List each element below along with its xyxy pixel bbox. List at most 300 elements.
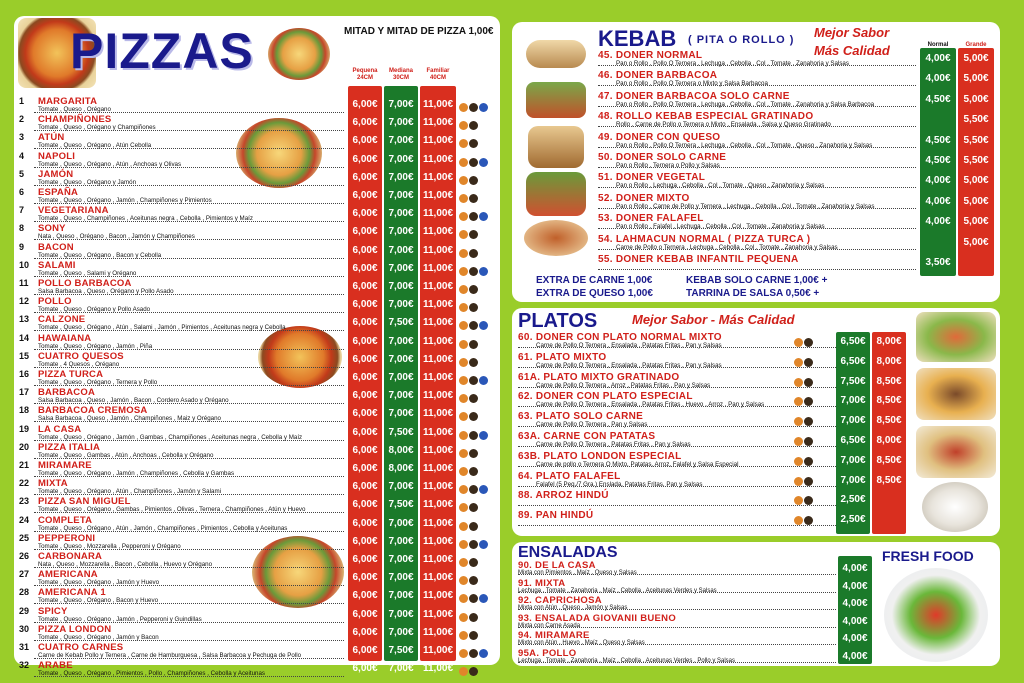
pizza-price: 6,00€ — [352, 554, 378, 565]
pizza-price: 7,00€ — [388, 390, 414, 402]
pizza-number: 9 — [19, 241, 25, 252]
meat-icon — [459, 576, 468, 585]
pizza-row — [14, 223, 344, 241]
food-icon — [469, 358, 478, 367]
plato-description: Carne de Pollo O Ternera , Arroz , Patatas Fritas , Pan y Salsas — [536, 381, 711, 389]
pizza-price: 7,00€ — [388, 535, 414, 547]
food-icon — [804, 516, 813, 525]
plato-price: 2,50€ — [840, 514, 866, 526]
medium-header: Mediana 30CM — [388, 68, 413, 81]
pizza-price: 6,00€ — [352, 590, 378, 602]
dotted-leader — [598, 228, 916, 229]
food-icon — [469, 212, 478, 221]
pizza-icons — [459, 135, 479, 153]
pizza-description: Tomate , Queso , Orégano y Champiñones — [38, 124, 156, 132]
pizza-price: 6,00€ — [352, 190, 378, 201]
meat-icon — [459, 376, 468, 385]
pizza-description: Tomate , Queso , Orégano , Ternera y Pollo — [38, 379, 158, 386]
pizza-icons — [459, 208, 489, 226]
pizza-price: 6,00€ — [352, 226, 378, 238]
meat-icon — [459, 121, 468, 130]
pizza-price: 7,00€ — [388, 226, 414, 238]
fish-icon — [479, 103, 488, 112]
dotted-leader — [598, 208, 916, 209]
extra-meat: EXTRA DE CARNE 1,00€ — [536, 275, 653, 286]
pizza-price: 6,00€ — [352, 408, 378, 420]
pizza-price: 7,00€ — [388, 153, 414, 165]
pizza-row — [14, 424, 344, 442]
food-icon — [804, 437, 813, 446]
pizza-price: 11,00€ — [422, 663, 454, 675]
pizza-name: SALAMI — [38, 259, 76, 271]
family-header: Familiar 40CM — [426, 68, 450, 81]
ensalada-row — [518, 560, 838, 577]
pizza-name: MIRAMARE — [38, 460, 92, 471]
kebab-description: Pan o Rollo , Falafel , Lechuga , Cebolla , Col , Tomate , Zanahoria y Salsas — [616, 223, 825, 231]
pizza-icons — [459, 499, 479, 517]
pizza-price: 7,00€ — [388, 608, 414, 620]
kebab-normal-price: 4,50€ — [925, 134, 951, 146]
pizza-price: 11,00€ — [422, 554, 454, 565]
dotted-leader — [518, 592, 836, 593]
kebab-normal-price: 4,00€ — [925, 175, 951, 187]
kebab-description: Pan o Rollo , Carne de Pollo y Ternera , Lechuga , Cebolla , Col , Tomate , Zanahoria y Salsas — [616, 202, 875, 210]
plato-price: 6,50€ — [840, 435, 866, 446]
pizza-price: 7,50€ — [388, 426, 414, 438]
ensalada-row — [518, 648, 838, 665]
meat-icon — [459, 267, 468, 276]
plato-price: 8,50€ — [876, 395, 902, 407]
pizza-price: 6,00€ — [352, 281, 378, 292]
kebab-row — [598, 234, 998, 254]
plato-price: 8,50€ — [876, 415, 902, 427]
pizza-row — [14, 132, 344, 150]
platos-title: PLATOS — [518, 310, 598, 332]
tarrina-salsa: TARRINA DE SALSA 0,50€ + — [686, 288, 820, 299]
plato-name: 62. DONER CON PLATO ESPECIAL — [518, 391, 693, 403]
ensalada-row — [518, 630, 838, 647]
pizza-number: 12 — [19, 296, 30, 307]
dotted-leader — [34, 603, 344, 604]
pizza-number: 25 — [19, 532, 30, 543]
pizza-number: 20 — [19, 441, 30, 452]
pizza-name: HAWAIANA — [38, 332, 92, 344]
pizza-icons — [459, 281, 479, 299]
food-icon — [469, 103, 478, 112]
pizza-name: LA CASA — [38, 423, 82, 435]
dotted-leader — [518, 662, 836, 663]
pizza-icons — [459, 263, 489, 281]
pizza-price: 6,00€ — [352, 153, 378, 165]
kebab-name: 45. DONER NORMAL — [598, 50, 703, 61]
pizza-price: 6,00€ — [352, 335, 378, 347]
plato-photo — [916, 368, 996, 420]
food-icon — [469, 376, 478, 385]
pizza-price: 11,00€ — [422, 262, 454, 274]
pizza-price: 11,00€ — [422, 481, 454, 493]
pizza-description: Carne de Kebab Pollo y Ternera , Carne de Hamburguesa , Salsa Barbacoa y Pechuga de Pollo — [38, 652, 302, 659]
pizza-price: 6,00€ — [352, 117, 378, 129]
pizza-name: PIZZA LONDON — [38, 623, 112, 635]
plato-price: 6,50€ — [840, 355, 866, 367]
pizza-price: 6,00€ — [352, 317, 378, 329]
pizza-price: 6,00€ — [352, 353, 378, 365]
food-icon — [469, 449, 478, 458]
meat-icon — [459, 230, 468, 239]
kebab-grande-price: 5,50€ — [963, 155, 989, 166]
pizza-number: 18 — [19, 405, 30, 416]
food-icon — [469, 576, 478, 585]
kebab-name: 48. ROLLO KEBAB ESPECIAL GRATINADO — [598, 111, 814, 123]
pizza-name: VEGETARIANA — [38, 205, 109, 217]
meat-icon — [794, 437, 803, 446]
dotted-leader — [518, 406, 836, 407]
pizza-description: Tomate , Queso , Orégano y Pollo Asado — [38, 306, 151, 314]
meat-icon — [459, 212, 468, 221]
meat-icon — [459, 340, 468, 349]
pizza-number: 22 — [19, 478, 30, 489]
dotted-leader — [34, 403, 344, 404]
pizza-number: 5 — [19, 168, 25, 179]
ensalada-price: 4,00€ — [842, 580, 868, 592]
kebab-name: 51. DONER VEGETAL — [598, 172, 706, 184]
pizza-name: CARBONARA — [38, 551, 103, 562]
pizza-name: PIZZA ITALIA — [38, 441, 101, 453]
pizza-row — [14, 296, 344, 314]
pizza-row — [14, 405, 344, 423]
ensalada-price: 4,00€ — [842, 615, 868, 627]
plato-name: 63B. PLATO LONDON ESPECIAL — [518, 450, 682, 462]
pizza-price: 7,00€ — [388, 372, 414, 383]
dotted-leader — [518, 644, 836, 645]
pizza-description: Tomate , Queso , Orégano , Atún , Jamón , Champiñones , Pimientos , Cebolla y Aceitunas — [38, 524, 288, 532]
pizza-row — [14, 151, 344, 169]
food-icon — [469, 412, 478, 421]
dotted-leader — [34, 258, 344, 259]
dotted-leader — [598, 85, 916, 86]
plato-icons — [794, 393, 814, 411]
pizza-price: 7,00€ — [388, 626, 414, 638]
plato-icons — [794, 473, 814, 491]
plato-price: 8,50€ — [876, 454, 902, 466]
pizza-row — [14, 624, 344, 642]
dotted-leader — [518, 347, 836, 348]
ensaladas-title: ENSALADAS — [518, 544, 618, 561]
plato-icons — [794, 512, 814, 530]
pizza-icons — [459, 172, 479, 190]
half-pizza-note: MITAD Y MITAD DE PIZZA 1,00€ — [344, 26, 494, 37]
pizza-price: 11,00€ — [422, 208, 454, 220]
pizza-name: CUATRO CARNES — [38, 642, 124, 653]
pizza-price: 6,00€ — [352, 299, 378, 311]
meat-icon — [794, 477, 803, 486]
food-icon — [804, 417, 813, 426]
kebab-description: Carne de Pollo o Ternera , Lechuga , Cebolla , Col , Tomate , Zanahoria y Salsas — [616, 243, 838, 251]
meat-icon — [459, 631, 468, 640]
meat-icon — [459, 321, 468, 330]
kebab-name: 50. DONER SOLO CARNE — [598, 152, 727, 163]
pizzas-panel — [14, 16, 500, 678]
pizza-description: Tomate , Queso , Orégano , Jamón , Gambas , Champiñones , Aceitunas negra , Cebolla y Maíz — [38, 433, 303, 441]
pizza-price: 11,00€ — [422, 499, 454, 511]
pizza-name: ESPAÑA — [38, 187, 79, 198]
dotted-leader — [34, 421, 344, 422]
dotted-leader — [34, 203, 344, 204]
dotted-leader — [518, 367, 836, 368]
pizza-price: 11,00€ — [422, 517, 454, 529]
pizza-name: CHAMPIÑONES — [38, 114, 112, 126]
dotted-leader — [34, 349, 344, 350]
plato-photo — [916, 312, 996, 362]
dotted-leader — [34, 239, 344, 240]
dotted-leader — [34, 440, 344, 441]
pizza-icons — [459, 445, 479, 463]
fish-icon — [479, 485, 488, 494]
food-icon — [469, 558, 478, 567]
food-icon — [469, 467, 478, 476]
food-icon — [469, 321, 478, 330]
ensalada-price: 4,00€ — [842, 650, 868, 662]
pizza-name: CUATRO QUESOS — [38, 350, 124, 362]
pizza-price: 11,00€ — [422, 281, 454, 292]
plato-photo — [916, 426, 996, 478]
dotted-leader — [34, 385, 344, 386]
pizza-price: 7,00€ — [388, 171, 414, 183]
dotted-leader — [518, 426, 836, 427]
dotted-leader — [518, 627, 836, 628]
pizza-description: Nata , Queso , Mozzarella , Bacon , Cebolla , Huevo y Orégano — [38, 561, 213, 568]
pizza-price: 6,00€ — [352, 99, 378, 110]
food-icon — [469, 176, 478, 185]
pizza-price: 7,50€ — [388, 499, 414, 511]
plato-price: 8,00€ — [876, 355, 902, 367]
pizza-icons — [459, 372, 489, 390]
pizza-row — [14, 187, 344, 205]
food-icon — [804, 496, 813, 505]
pizza-price: 6,00€ — [352, 663, 378, 675]
pizza-description: Nata , Queso , Orégano , Bacon , Jamón y Champiñones — [38, 233, 195, 241]
kebab-name: 53. DONER FALAFEL — [598, 213, 704, 225]
pizza-row — [14, 260, 344, 278]
meat-icon — [794, 378, 803, 387]
pizza-name: AMERICANA 1 — [38, 587, 106, 599]
fish-icon — [479, 158, 488, 167]
pizza-icons — [459, 245, 479, 263]
pizza-price: 6,00€ — [352, 390, 378, 402]
pizza-row — [14, 369, 344, 387]
plato-description: Carne de Pollo O Ternera , Pan y Salsas — [536, 421, 648, 429]
small-header: Pequena 24CM — [352, 68, 378, 81]
food-icon — [804, 457, 813, 466]
meat-icon — [459, 194, 468, 203]
food-icon — [804, 477, 813, 486]
meat-icon — [794, 338, 803, 347]
kebab-normal-price: 4,00€ — [925, 195, 951, 207]
pizza-number: 4 — [19, 150, 25, 161]
plato-price: 8,00€ — [876, 435, 902, 446]
ensalada-name: 92. CAPRICHOSA — [518, 595, 602, 606]
pizza-icons — [459, 99, 489, 117]
kebab-name: 46. DONER BARBACOA — [598, 70, 718, 82]
pizza-row — [14, 515, 344, 533]
pizza-number: 28 — [19, 587, 30, 598]
pizza-number: 30 — [19, 623, 30, 634]
ensaladas-panel — [512, 542, 1000, 666]
dotted-leader — [518, 466, 836, 467]
kebab-grande-price: 5,00€ — [963, 236, 989, 248]
pizza-name: ARABE — [38, 660, 73, 672]
pizza-number: 24 — [19, 514, 30, 525]
kebab-title: KEBAB — [598, 26, 677, 51]
pizza-row — [14, 496, 344, 514]
pizza-name: JAMÓN — [38, 168, 74, 180]
normal-header: Normal — [927, 42, 949, 48]
pizza-price: 6,00€ — [352, 372, 378, 383]
pizza-price: 8,00€ — [388, 463, 414, 474]
pizza-price: 11,00€ — [422, 244, 454, 256]
pizza-price: 6,00€ — [352, 262, 378, 274]
meat-icon — [459, 467, 468, 476]
kebab-grande-price: 5,00€ — [963, 195, 989, 207]
fish-icon — [479, 321, 488, 330]
fresh-food-label: FRESH FOOD — [882, 548, 974, 564]
meat-icon — [459, 176, 468, 185]
pizza-icons — [459, 645, 489, 663]
pizza-name: PEPPERONI — [38, 532, 96, 544]
meat-icon — [459, 412, 468, 421]
food-icon — [469, 540, 478, 549]
plato-name: 64. PLATO FALAFEL — [518, 470, 621, 482]
pizza-number: 14 — [19, 332, 30, 343]
plato-price: 7,00€ — [840, 454, 866, 466]
kebab-normal-price: 4,00€ — [925, 53, 951, 64]
meat-icon — [459, 503, 468, 512]
plato-price: 8,00€ — [876, 336, 902, 347]
pizza-name: SONY — [38, 223, 66, 235]
ensalada-row — [518, 578, 838, 595]
pizza-description: Salsa Barbacoa , Queso , Jamón , Bacon , Cordero Asado y Orégano — [38, 397, 229, 405]
ensalada-name: 90. DE LA CASA — [518, 560, 596, 571]
pizza-name: PIZZA SAN MIGUEL — [38, 496, 131, 508]
pizza-description: Tomate , Queso , Orégano , Atún , Salami , Jamón , Pimientos , Aceitunas negra y Cebolla — [38, 324, 286, 332]
pizza-row — [14, 587, 344, 605]
pizza-icons — [459, 536, 489, 554]
pizza-description: Salsa Barbacoa , Queso , Orégano y Pollo Asado — [38, 288, 174, 295]
dotted-leader — [34, 676, 344, 677]
pizza-price: 11,00€ — [422, 444, 454, 456]
dotted-leader — [34, 567, 344, 568]
pizza-icons — [459, 463, 479, 481]
dotted-leader — [34, 640, 344, 641]
pizza-icons — [459, 663, 479, 681]
pizza-price: 11,00€ — [422, 335, 454, 347]
pizza-row — [14, 351, 344, 369]
ensalada-name: 93. ENSALADA GIOVANII BUENO — [518, 612, 677, 624]
dotted-leader — [598, 106, 916, 107]
pizza-price: 6,00€ — [352, 645, 378, 656]
pizza-price: 7,00€ — [388, 481, 414, 493]
ensalada-description: Lechuga , Tomate , Zanahoria , Maíz , Cebolla , Aceitunas Verdes y Salsas — [518, 587, 717, 594]
food-icon — [804, 378, 813, 387]
pizza-price: 11,00€ — [422, 353, 454, 365]
kebab-normal-price: 4,50€ — [925, 93, 951, 105]
food-icon — [469, 394, 478, 403]
fish-icon — [479, 431, 488, 440]
pizza-price: 11,00€ — [422, 190, 454, 201]
platos-panel — [512, 308, 1000, 536]
plato-description: Falafel (5 Peq./7 Gra.) Enslada, Patatas Fritas, Pan y Salsas — [536, 480, 703, 488]
kebab-name: 47. DONER BARBACOA SOLO CARNE — [598, 90, 790, 102]
dotted-leader — [34, 367, 344, 368]
pizza-number: 2 — [19, 114, 25, 125]
ensalada-description: Mixta con Pimientos , Maíz , Queso y Salsas — [518, 570, 637, 576]
pizzas-title: PIZZAS — [70, 23, 254, 79]
food-icon — [469, 431, 478, 440]
meat-icon — [459, 394, 468, 403]
grande-header: Grande — [965, 42, 987, 48]
pizza-row — [14, 442, 344, 460]
plato-name: 89. PAN HINDÚ — [518, 510, 594, 522]
kebab-description: Pan o Rollo , Pollo O Ternera o Mixto y Salsa Barbacoa — [616, 80, 768, 88]
food-icon — [469, 522, 478, 531]
ensalada-price: 4,00€ — [842, 633, 868, 644]
pizza-row — [14, 660, 344, 678]
ensalada-name: 91. MIXTA — [518, 577, 566, 589]
dotted-leader — [598, 249, 916, 250]
dotted-leader — [518, 505, 836, 506]
pizza-description: Salsa Barbacoa , Queso , Jamón , Champiñones , Maiz y Orégano — [38, 415, 221, 423]
fish-icon — [479, 376, 488, 385]
meat-icon — [459, 158, 468, 167]
dotted-leader — [34, 130, 344, 131]
pizza-price: 11,00€ — [422, 117, 454, 129]
pizza-name: SPICY — [38, 605, 68, 617]
food-icon — [469, 230, 478, 239]
dotted-leader — [34, 549, 344, 550]
pizza-description: Tomate , Queso , Orégano , Pimientos , Pollo , Champiñones , Cebolla y Aceitunas — [38, 670, 265, 678]
plato-description: Carne de Pollo O Ternera , Patatas Fritas , Pan y Salsas — [536, 441, 691, 448]
pizza-price: 7,00€ — [388, 299, 414, 311]
food-icon — [804, 397, 813, 406]
fish-icon — [479, 649, 488, 658]
pizza-price: 6,00€ — [352, 244, 378, 256]
pizza-row — [14, 278, 344, 296]
pizza-description: Tomate , Queso , Orégano , Atún , Anchoas y Olivas — [38, 160, 182, 168]
meat-icon — [459, 558, 468, 567]
pizza-description: Tomate , Queso , Orégano , Jamón , Pepperoni y Guindillas — [38, 615, 202, 623]
pizza-price: 11,00€ — [422, 608, 454, 620]
pizza-icons — [459, 627, 479, 645]
pizza-price: 11,00€ — [422, 535, 454, 547]
plato-price: 8,50€ — [876, 375, 902, 387]
food-icon — [469, 158, 478, 167]
pizza-number: 11 — [19, 278, 29, 288]
pizza-number: 15 — [19, 350, 30, 361]
pizza-name: BACON — [38, 241, 74, 253]
food-icon — [469, 340, 478, 349]
plato-icons — [794, 374, 814, 392]
dotted-leader — [598, 167, 916, 168]
food-icon — [469, 613, 478, 622]
dotted-leader — [34, 622, 344, 623]
platos-slogan: Mejor Sabor - Más Calidad — [632, 312, 795, 327]
plato-icons — [794, 492, 814, 510]
pizza-row — [14, 533, 344, 551]
meat-icon — [459, 431, 468, 440]
pizza-price: 11,00€ — [422, 408, 454, 420]
pizza-price: 7,00€ — [388, 135, 414, 147]
pizza-name: PIZZA TURCA — [38, 369, 104, 380]
